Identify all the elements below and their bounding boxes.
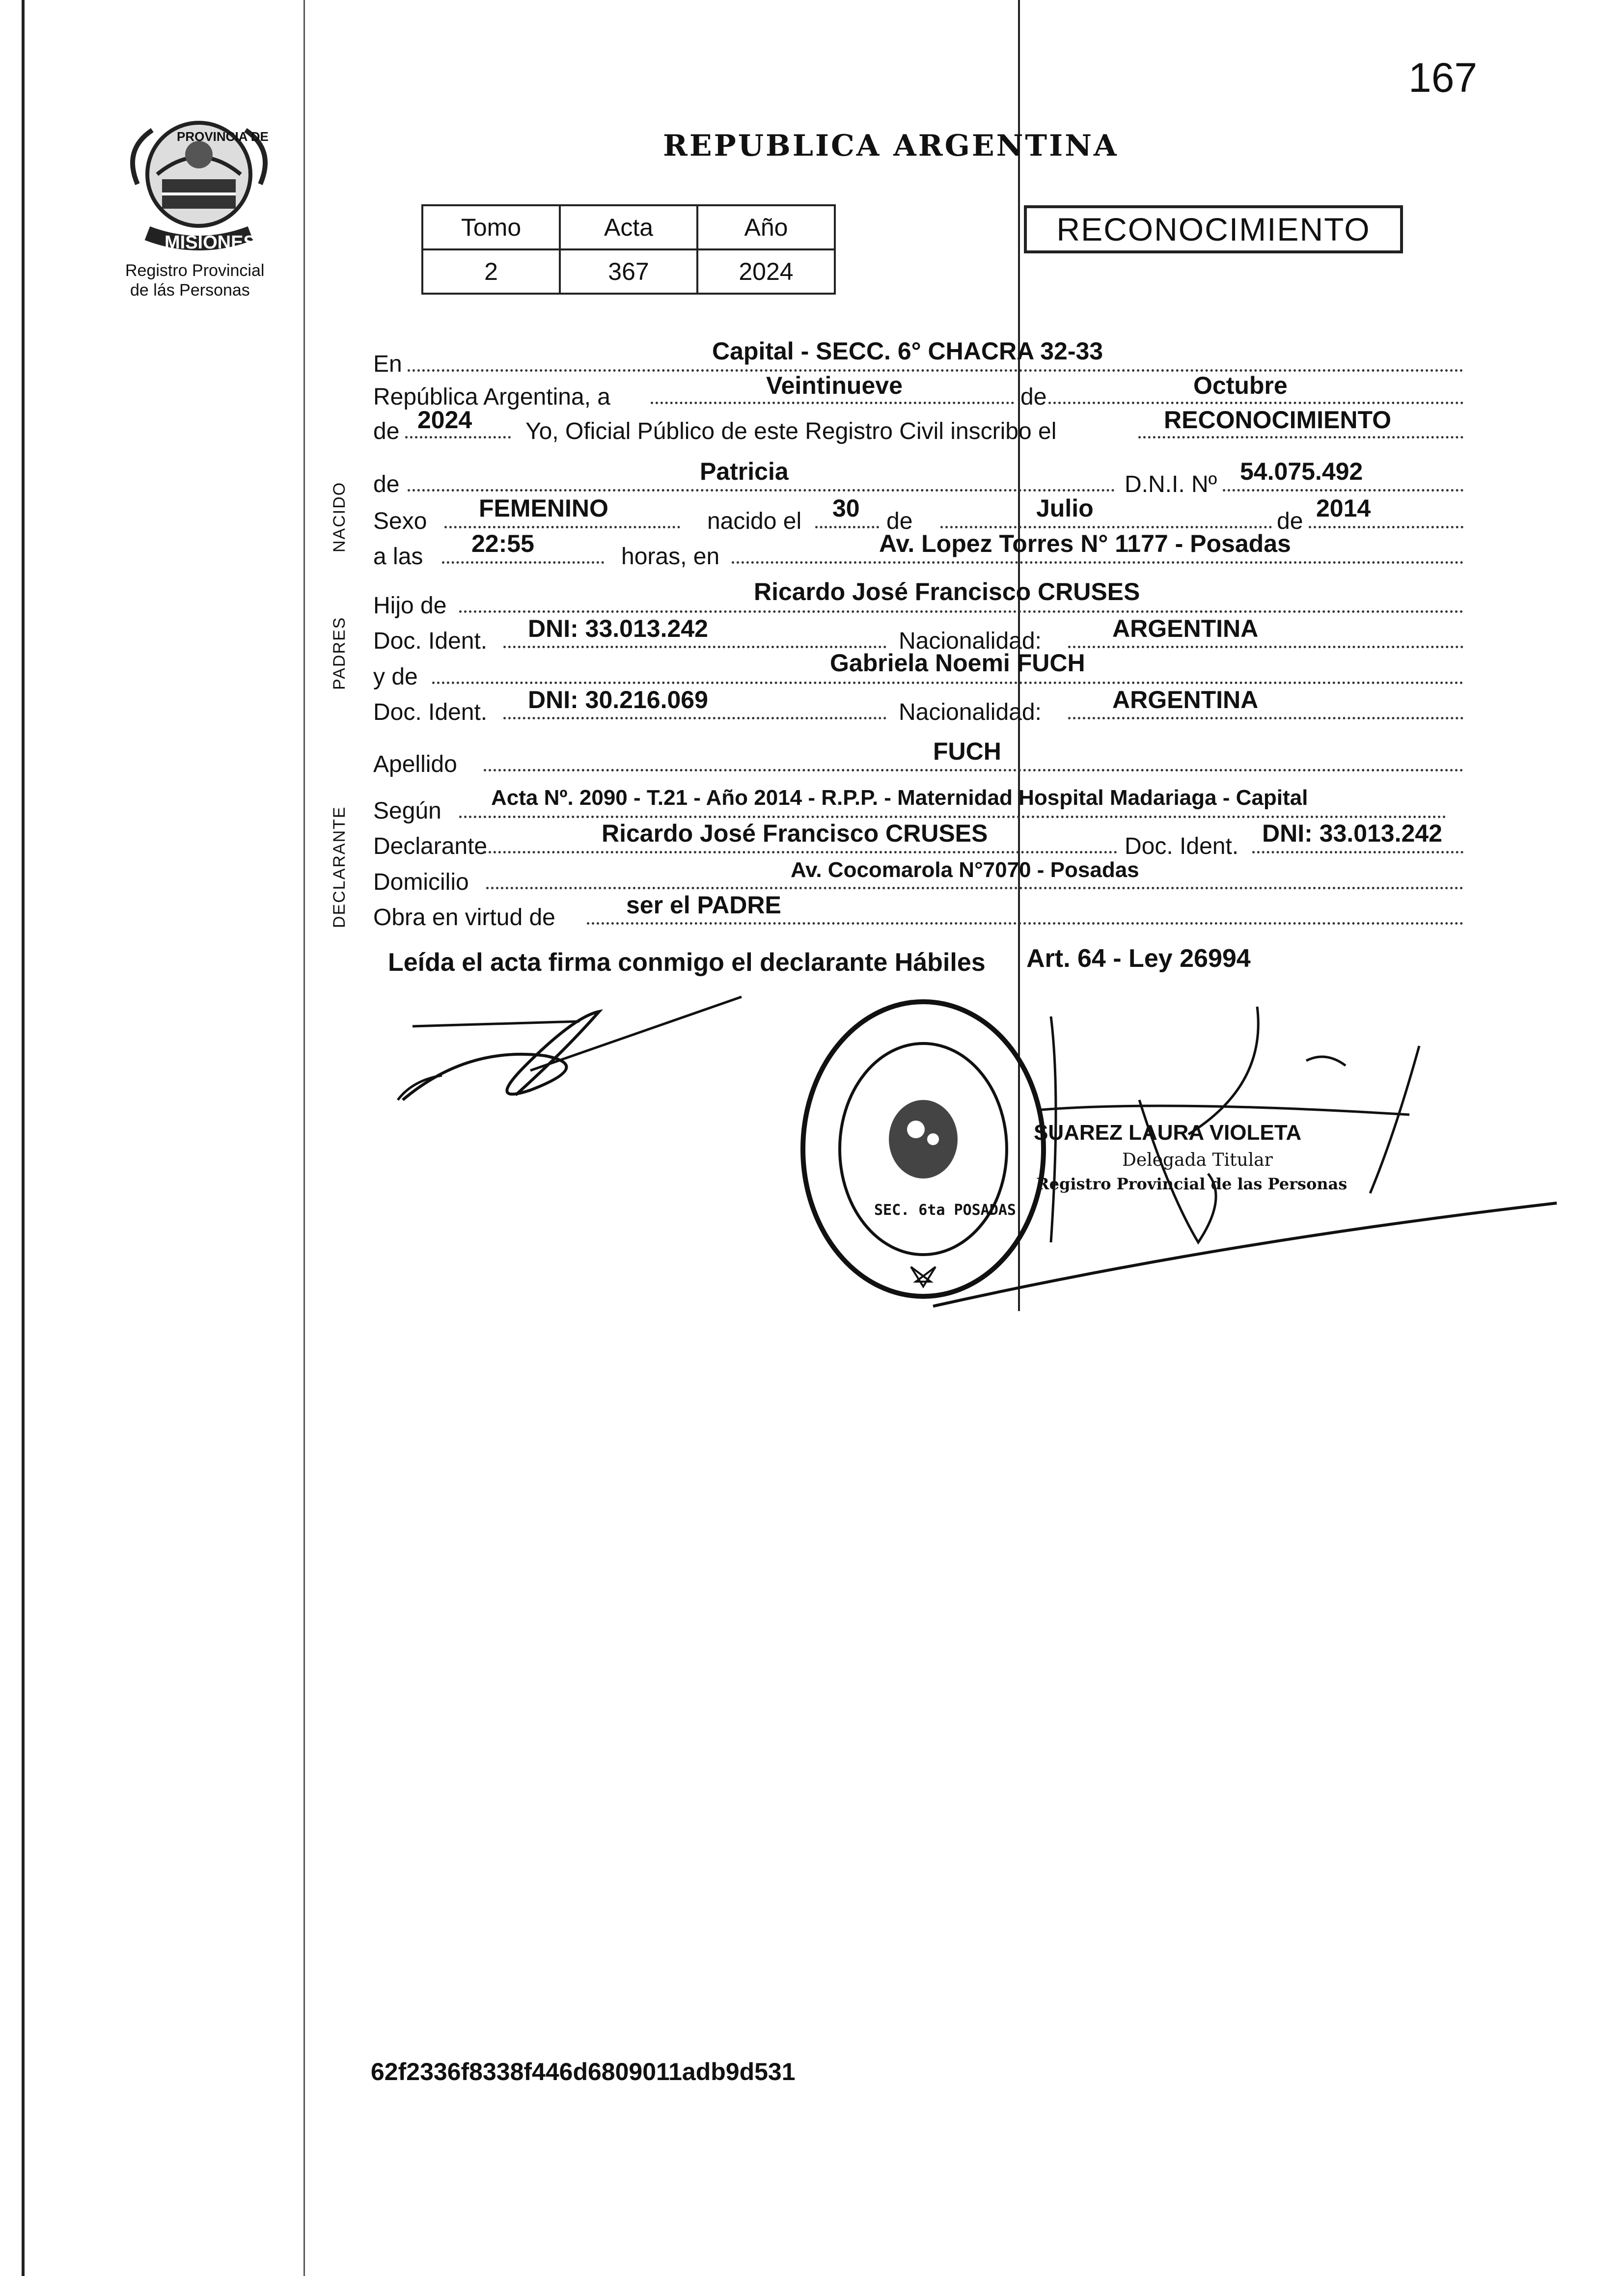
side-label-padres: PADRES (330, 616, 349, 690)
value-father: Ricardo José Francisco CRUSES (754, 578, 1140, 605)
label-horas: horas, en (621, 544, 720, 570)
dots-act (1138, 436, 1463, 439)
value-month: Octubre (1193, 372, 1288, 399)
label-hijo: Hijo de (373, 593, 447, 619)
dots-mother-doc (503, 717, 886, 719)
label-nacido: nacido el (707, 508, 802, 534)
label-republica: República Argentina, a (373, 384, 610, 410)
page-number: 167 (1408, 55, 1478, 101)
seal-inner-text: SEC. 6ta POSADAS (874, 1202, 1016, 1219)
dots-declarante (484, 851, 1117, 853)
label-de-name: de (373, 471, 400, 497)
value-sexo: FEMENINO (479, 494, 608, 522)
logo-text-top: PROVINCIA DE (177, 129, 269, 144)
dots-birth-place (732, 561, 1463, 564)
value-place: Capital - SECC. 6° CHACRA 32-33 (712, 337, 1103, 365)
left-edge-rule (22, 0, 25, 2276)
dots-day (651, 402, 1014, 404)
dots-mother-nat (1068, 717, 1463, 719)
province-logo (118, 110, 280, 258)
label-de-birth: de (886, 508, 913, 534)
label-de-year: de (373, 418, 400, 444)
dots-segun (459, 816, 1446, 818)
dots-apellido (484, 769, 1463, 771)
label-de-birth-year: de (1277, 508, 1303, 534)
label-father-doc: Doc. Ident. (373, 628, 488, 654)
value-mother-doc: DNI: 30.216.069 (528, 686, 708, 713)
dots-birth-day (815, 526, 879, 528)
value-day-words: Veintinueve (766, 372, 903, 399)
label-obra: Obra en virtud de (373, 905, 555, 931)
value-segun: Acta Nº. 2090 - T.21 - Año 2014 - R.P.P. - Maternidad Hospital Madariaga - Capital (491, 786, 1308, 810)
dots-sexo (444, 526, 680, 528)
label-mother-doc: Doc. Ident. (373, 699, 488, 725)
header-acta: Acta (560, 205, 697, 249)
official-signature (874, 987, 1571, 1331)
label-yde: y de (373, 664, 418, 690)
label-domicilio: Domicilio (373, 869, 469, 895)
dots-month (1048, 402, 1463, 404)
header-tomo: Tomo (422, 205, 560, 249)
logo-caption-line1: Registro Provincial (125, 261, 265, 280)
value-dni: 54.075.492 (1240, 458, 1363, 485)
official-role: Delegada Titular (1122, 1150, 1273, 1170)
value-obra: ser el PADRE (626, 891, 781, 919)
label-declarante: Declarante (373, 833, 488, 859)
logo-text-bottom: MISIONES (165, 232, 256, 253)
dots-father (459, 610, 1463, 613)
dots-mother (432, 682, 1463, 684)
value-birth-time: 22:55 (471, 530, 534, 557)
label-segun: Según (373, 798, 441, 824)
dots-father-doc (503, 646, 886, 648)
value-year: 2024 (417, 406, 472, 434)
label-sexo: Sexo (373, 508, 427, 534)
value-father-doc: DNI: 33.013.242 (528, 615, 708, 642)
official-office: Registro Provincial de las Personas (1036, 1175, 1348, 1193)
value-act-written: RECONOCIMIENTO (1164, 406, 1391, 434)
value-tomo: 2 (422, 249, 560, 294)
label-en: En (373, 351, 402, 377)
side-label-nacido: NACIDO (330, 481, 349, 552)
official-name: SUAREZ LAURA VIOLETA (1034, 1121, 1302, 1145)
record-table-header-row (422, 205, 835, 249)
value-acta: 367 (560, 249, 697, 294)
record-table (421, 204, 836, 295)
value-birth-year: 2014 (1316, 494, 1371, 522)
dots-en (408, 369, 1463, 372)
dots-name (408, 489, 1115, 492)
act-type-box: RECONOCIMIENTO (1024, 205, 1403, 253)
dots-time (442, 561, 604, 564)
value-mother-nat: ARGENTINA (1112, 686, 1259, 713)
document-heading: REPUBLICA ARGENTINA (663, 129, 1119, 163)
closing-text: Leída el acta firma conmigo el declarante Hábiles (388, 948, 986, 977)
logo-caption-line2: de lás Personas (130, 281, 250, 300)
value-name: Patricia (700, 458, 789, 485)
dots-birth-month (940, 526, 1272, 528)
dots-birth-year (1309, 526, 1463, 528)
value-birth-month: Julio (1036, 494, 1094, 522)
value-birth-day: 30 (832, 494, 860, 522)
dots-domicilio (486, 887, 1463, 889)
value-mother: Gabriela Noemi FUCH (830, 649, 1085, 677)
value-domicilio: Av. Cocomarola N°7070 - Posadas (791, 858, 1139, 882)
margin-rule (303, 0, 305, 2276)
value-declarante: Ricardo José Francisco CRUSES (602, 820, 988, 847)
closing-law: Art. 64 - Ley 26994 (1026, 944, 1251, 973)
label-dni: D.N.I. Nº (1125, 471, 1217, 497)
value-apellido: FUCH (933, 738, 1001, 765)
label-mother-nat: Nacionalidad: (899, 699, 1042, 725)
document-hash: 62f2336f8338f446d6809011adb9d531 (371, 2058, 796, 2085)
label-father-nat: Nacionalidad: (899, 628, 1042, 654)
label-de-month: de (1020, 384, 1047, 410)
label-decl-doc: Doc. Ident. (1125, 833, 1239, 859)
header-anio: Año (697, 205, 835, 249)
value-birth-place: Av. Lopez Torres N° 1177 - Posadas (879, 530, 1291, 557)
value-decl-doc: DNI: 33.013.242 (1262, 820, 1442, 847)
dots-obra (587, 922, 1463, 925)
value-father-nat: ARGENTINA (1112, 615, 1259, 642)
dots-father-nat (1068, 646, 1463, 648)
record-table-value-row (422, 249, 835, 294)
side-label-declarante: DECLARANTE (330, 806, 349, 928)
dots-year (405, 436, 511, 439)
dots-dni (1223, 489, 1463, 492)
label-alas: a las (373, 544, 423, 570)
declarant-signature (368, 982, 751, 1120)
label-yo: Yo, Oficial Público de este Registro Civil inscribo el (525, 418, 1057, 444)
label-apellido: Apellido (373, 751, 457, 777)
value-anio: 2024 (697, 249, 835, 294)
dots-decl-doc (1252, 851, 1463, 853)
